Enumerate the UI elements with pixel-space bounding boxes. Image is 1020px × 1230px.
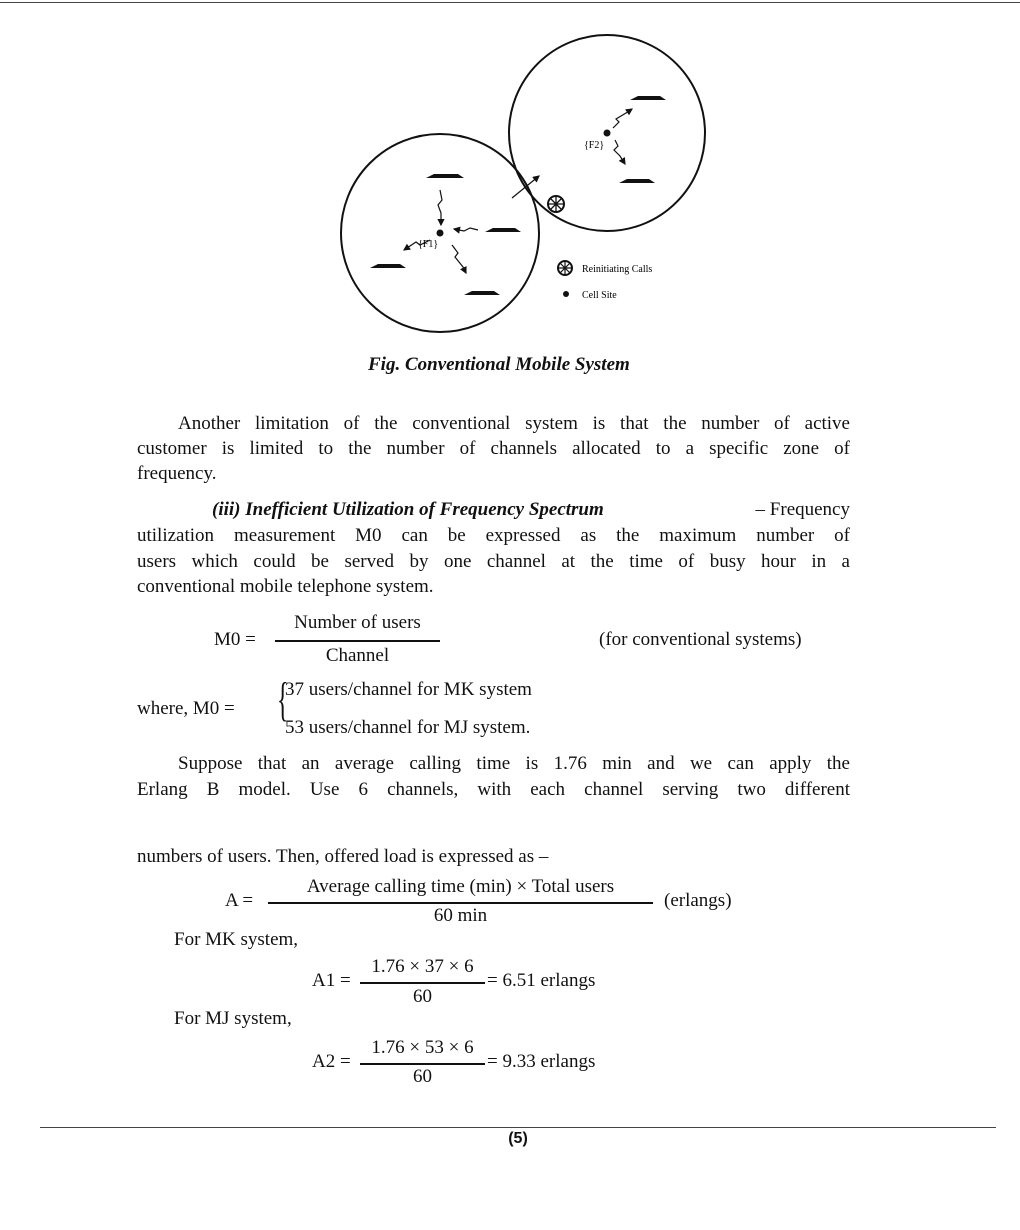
para3-line3: numbers of users. Then, offered load is expressed as – [137, 846, 549, 867]
f2-label: {F2} [584, 140, 605, 151]
mk-label: For MK system, [174, 929, 299, 950]
mk-fraction-bar [360, 982, 485, 984]
mk-numerator: 1.76 × 37 × 6 [371, 956, 474, 977]
footer-rule [40, 1127, 996, 1128]
legend-reinitiating-calls-icon [558, 261, 572, 275]
eq3-fraction-bar [268, 902, 653, 904]
eq1-denominator: Channel [325, 645, 390, 666]
legend-cell-site-label: Cell Site [582, 290, 617, 301]
para2-line4: conventional mobile telephone system. [137, 576, 434, 597]
eq3-unit: (erlangs) [664, 890, 732, 911]
mk-lhs: A1 = [312, 970, 351, 991]
eq2-prefix: where, M0 = [137, 698, 235, 719]
eq1-note: (for conventional systems) [599, 629, 802, 650]
eq1-numerator: Number of users [294, 612, 421, 633]
mj-lhs: A2 = [312, 1051, 351, 1072]
eq1-fraction-bar [275, 640, 440, 642]
para2-line2: utilization measurement M0 can be expressed as the maximum number of [137, 525, 850, 546]
eq3-numerator: Average calling time (min) × Total users [306, 876, 615, 897]
eq3-lhs: A = [225, 890, 254, 911]
eq2-case1: 37 users/channel for MK system [285, 679, 532, 700]
eq2-case2: 53 users/channel for MJ system. [285, 717, 531, 738]
page-number: (5) [508, 1130, 528, 1147]
mk-result: = 6.51 erlangs [487, 970, 596, 991]
f1-label: {F1} [418, 239, 439, 250]
reinitiating-calls-icon [548, 196, 564, 212]
eq3-denominator: 60 min [433, 905, 488, 926]
legend-cell-site-icon [563, 291, 569, 297]
mj-numerator: 1.76 × 53 × 6 [371, 1037, 474, 1058]
mj-result: = 9.33 erlangs [487, 1051, 596, 1072]
mj-denominator: 60 [413, 1066, 432, 1087]
brace-icon: { [277, 673, 289, 726]
cell-site-f1 [437, 230, 444, 237]
top-rule [0, 2, 1020, 3]
mj-label: For MJ system, [174, 1008, 292, 1029]
legend-reinitiating-label: Reinitiating Calls [582, 264, 653, 275]
para1-line2: customer is limited to the number of channels allocated to a specific zone of [137, 438, 850, 459]
figure-caption: Fig. Conventional Mobile System [368, 354, 630, 375]
mj-fraction-bar [360, 1063, 485, 1065]
section-heading: (iii) Inefficient Utilization of Frequency Spectrum [212, 499, 604, 520]
para3-line2: Erlang B model. Use 6 channels, with each channel serving two different [137, 779, 850, 800]
para1-line3: frequency. [137, 463, 217, 484]
eq1-lhs: M0 = [214, 629, 256, 650]
conventional-mobile-system-figure [330, 30, 730, 350]
para3-line1: Suppose that an average calling time is 1.76 min and we can apply the [178, 753, 850, 774]
mk-denominator: 60 [413, 986, 432, 1007]
para2-line3: users which could be served by one channel at the time of busy hour in a [137, 551, 850, 572]
cell-site-f2 [604, 130, 611, 137]
para2-line1-rest: – Frequency [755, 499, 850, 520]
para1-line1: Another limitation of the conventional system is that the number of active [178, 413, 850, 434]
